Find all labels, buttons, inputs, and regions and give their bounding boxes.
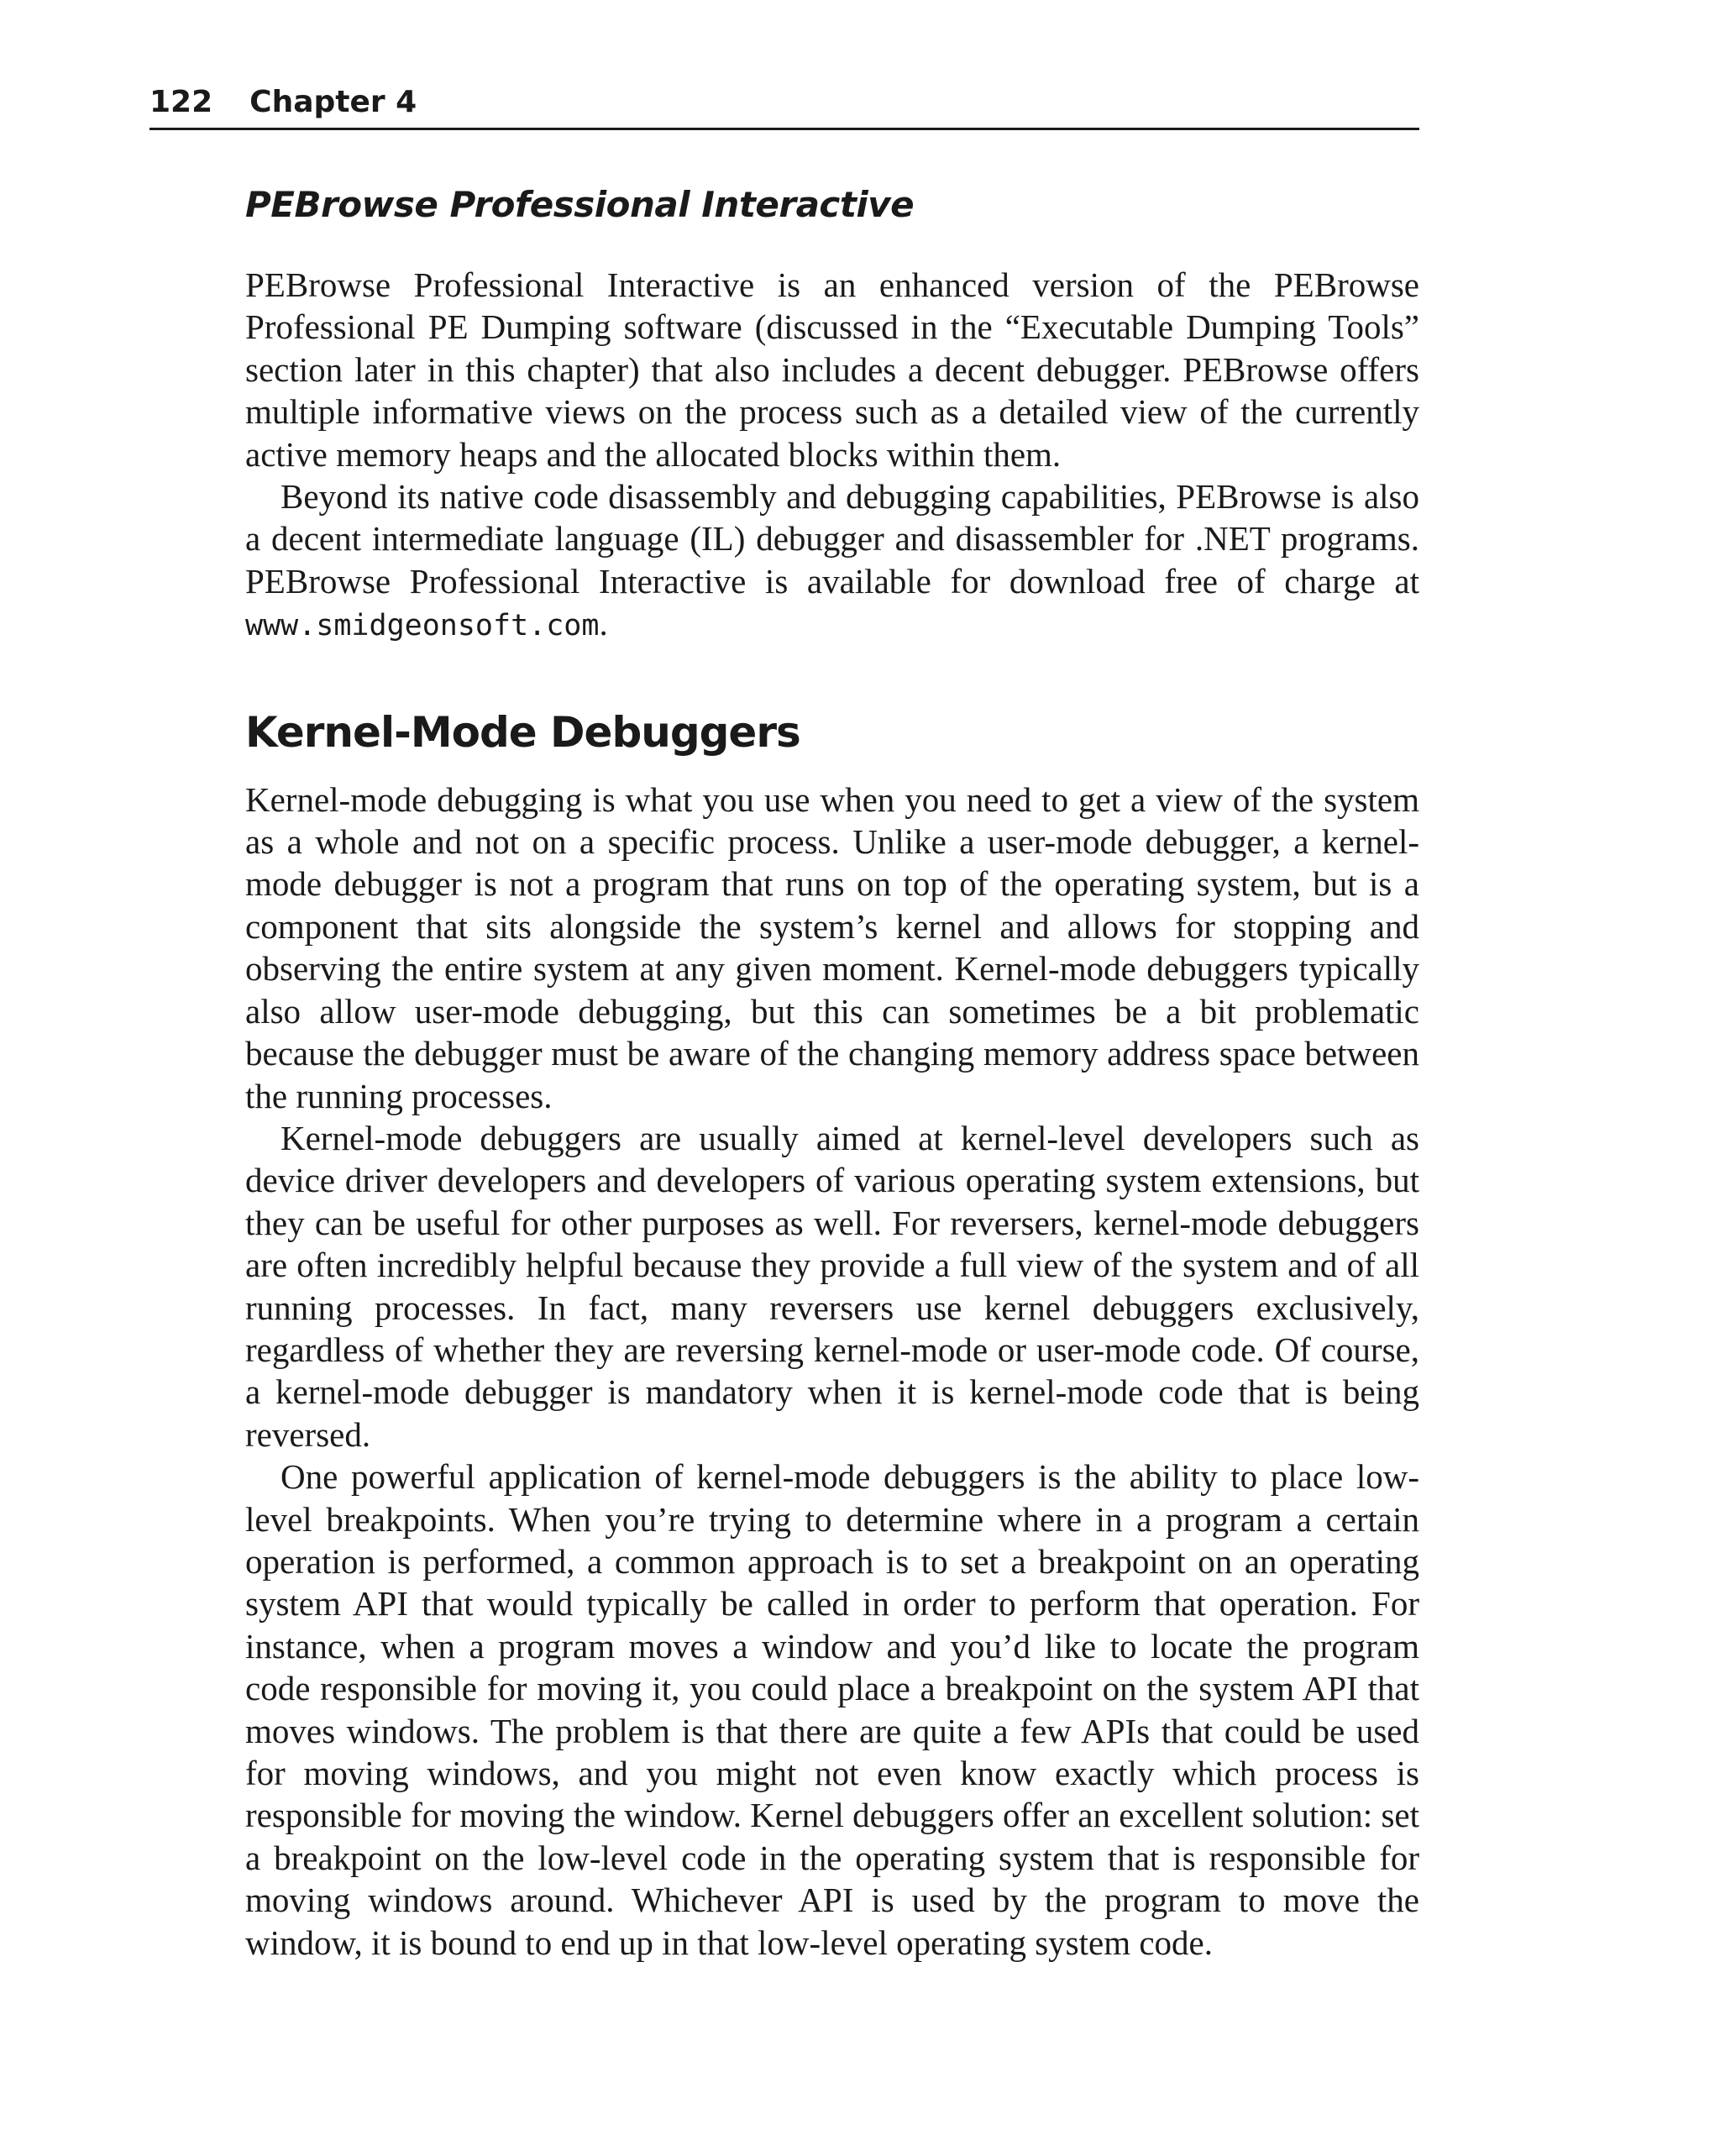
- sentence-end: .: [599, 604, 608, 643]
- body-paragraph: PEBrowse Professional Interactive is an enhanced version of the PEBrowse Professional PE Dumping software (discussed in the “Executable Dumping Tools” section later in this chapter) that also includes a decent debugger. PEBrowse offers multiple informative views on the process such as a detailed view of the currently active memory heaps and the allocated blocks within them.: [245, 265, 1419, 474]
- body-paragraph: Kernel-mode debugging is what you use when you need to get a view of the system as a whole and not on a specific process. Unlike a user-mode debugger, a kernel-mode debugger is not a program that runs on top of the operating system, but is a component that sits alongside the system’s kernel and allows for stopping and observing the entire system at any given moment. Kernel-mode debuggers typically also allow user-mode debugging, but this can sometimes be a bit problematic because the debugger must be aware of the changing memory address space between the running processes.: [245, 779, 1419, 1115]
- section-title: Kernel-Mode Debuggers: [245, 707, 800, 757]
- chapter-label: Chapter 4: [249, 85, 417, 119]
- page-number: 122: [149, 85, 213, 119]
- body-paragraph: Kernel-mode debuggers are usually aimed at kernel-level developers such as device driver developers and developers of various operating system extensions, but they can be useful for other purposes as well. For reversers, kernel-mode debuggers are often incredibly helpful because they provide a full view of the system and of all running processes. In fact, many reversers use kernel debuggers exclusively, regardless of whether they are reversing kernel-mode or user-mode code. Of course, a kernel-mode debugger is mandatory when it is kernel-mode code that is being reversed.: [245, 1118, 1419, 1454]
- subsection-title: PEBrowse Professional Interactive: [245, 184, 915, 225]
- body-paragraph: [245, 475, 1419, 648]
- download-url: www.smidgeonsoft.com: [245, 609, 600, 643]
- page-content: [245, 178, 1419, 1964]
- paragraph-text: Beyond its native code disassembly and debugging capabilities, PEBrowse is also a decent intermediate language (IL) debugger and disassembler for .NET programs. PEBrowse Professional Interactive is available for download free of charge at: [245, 477, 1419, 601]
- running-header: [149, 81, 1419, 130]
- body-paragraph: One powerful application of kernel-mode debuggers is the ability to place low-level breakpoints. When you’re trying to determine where in a program a certain operation is performed, a common approach is to set a breakpoint on an operating system API that would typically be called in order to perform that operation. For instance, when a program moves a window and you’d like to locate the program code responsible for moving it, you could place a breakpoint on the system API that moves windows. The problem is that there are quite a few APIs that could be used for moving windows, and you might not even know exactly which process is responsible for moving the window. Kernel debuggers offer an excellent solution: set a breakpoint on the low-level code in the operating system that is responsible for moving windows around. Whichever API is used by the program to move the window, it is bound to end up in that low-level operating system code.: [245, 1457, 1419, 1962]
